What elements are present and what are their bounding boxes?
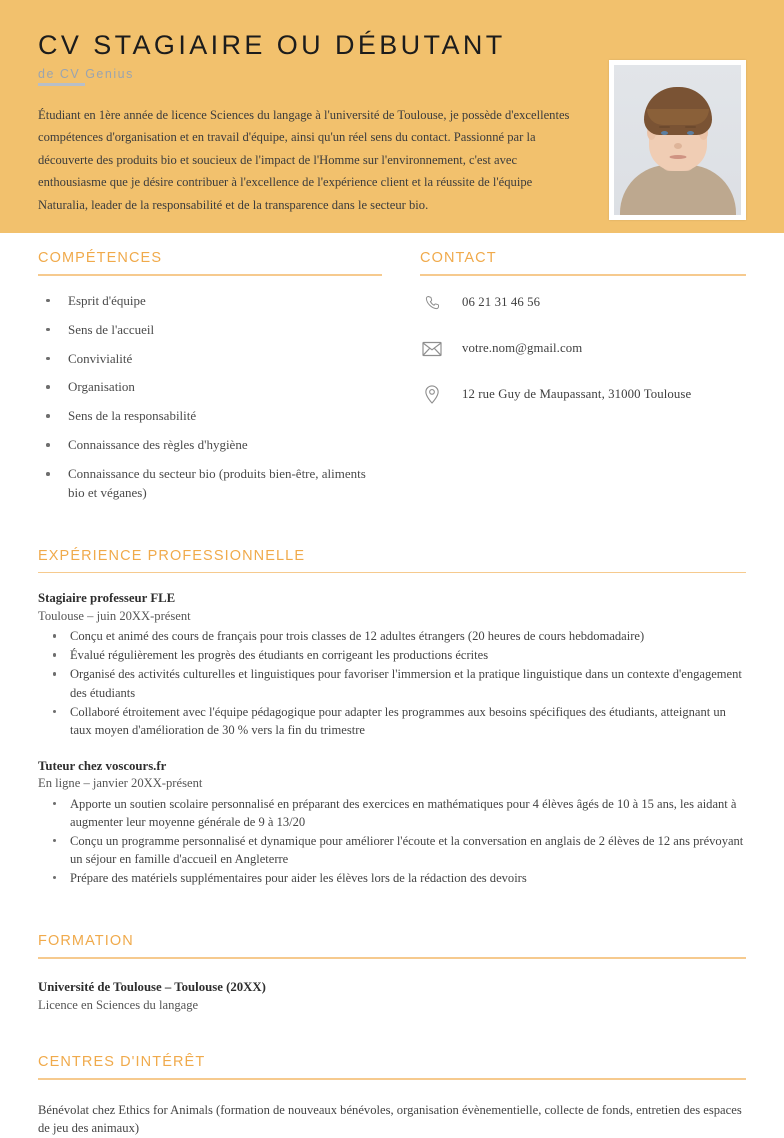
interests-section	[0, 1054, 784, 1137]
list-item: Évalué régulièrement les progrès des étudiants en corrigeant les productions écrites	[38, 646, 746, 664]
section-divider-contact	[420, 274, 746, 276]
page-title: CV STAGIAIRE OU DÉBUTANT	[38, 30, 506, 60]
job-bullet-list	[38, 795, 746, 887]
photo-nose	[674, 143, 682, 149]
header-text-block	[38, 30, 583, 229]
location-pin-icon	[420, 384, 444, 406]
contact-address: 12 rue Guy de Maupassant, 31000 Toulouse	[462, 387, 692, 402]
list-item: Esprit d'équipe	[38, 292, 382, 310]
cv-subtitle: de CV Genius	[38, 67, 134, 82]
list-item: Organisé des activités culturelles et linguistiques pour favoriser l'immersion et la pratique linguistique dans un contexte d'engagement des étudiants	[38, 665, 746, 701]
education-subtitle: Licence en Sciences du langage	[38, 997, 199, 1012]
education-entry	[38, 979, 746, 1015]
skills-list	[38, 292, 382, 503]
avatar	[614, 65, 741, 215]
skills-contact-row	[0, 250, 784, 513]
list-item: Conçu un programme personnalisé et dynamique pour améliorer l'écoute et la conversation en anglais de 2 élèves de 12 ans prévoyant un séjour en famille d'accueil en Angleterre	[38, 832, 746, 868]
photo-brow-right	[685, 126, 696, 128]
job-title: Tuteur chez voscours.fr	[38, 758, 167, 773]
photo-frame	[609, 60, 746, 220]
section-title-interests: CENTRES D'INTÉRÊT	[38, 1054, 206, 1071]
job-meta: Toulouse – juin 20XX-présent	[38, 608, 191, 623]
contact-section	[420, 250, 746, 513]
contact-row-phone	[420, 292, 746, 314]
job-title: Stagiaire professeur FLE	[38, 591, 176, 606]
education-section	[0, 933, 784, 1014]
section-divider-skills	[38, 274, 382, 276]
profile-summary: Étudiant en 1ère année de licence Sciences du langage à l'université de Toulouse, je possède d'excellentes compétences d'organisation et en travail d'équipe, ainsi qu'un réel sens du contact. Passionné par la découverte des produits bio et soucieux de l'impact de l'Homme sur l'environnement, c'est avec enthousiasme que je désire contribuer à l'excellence de l'expérience client et la réussite de l'équipe Naturalia, leader de la responsabilité et de la transparence dans le secteur bio.	[38, 108, 570, 212]
list-item: Sens de l'accueil	[38, 321, 382, 339]
section-divider-education	[38, 957, 746, 959]
list-item: Conçu et animé des cours de français pour trois classes de 12 adultes étrangers (20 heures de cours hebdomadaire)	[38, 627, 746, 645]
section-title-education: FORMATION	[38, 933, 134, 950]
phone-icon	[420, 292, 444, 314]
cv-body	[0, 250, 784, 1138]
interests-text: Bénévolat chez Ethics for Animals (formation de nouveaux bénévoles, organisation évènementielle, collecte de fonds, entretien des espaces de jeu des animaux)	[38, 1102, 742, 1136]
contact-row-address	[420, 384, 746, 406]
list-item: Connaissance du secteur bio (produits bien-être, aliments bio et véganes)	[38, 465, 382, 502]
section-title-skills: COMPÉTENCES	[38, 250, 163, 266]
subtitle-underline	[38, 83, 85, 86]
list-item: Collaboré étroitement avec l'équipe pédagogique pour adapter les programmes aux besoins spécifiques des étudiants, atteignant un taux moyen d'amélioration de 30 % vers la fin du trimestre	[38, 703, 746, 739]
photo-hair-fringe	[647, 109, 709, 125]
subtitle-wrap	[38, 65, 134, 83]
list-item: Prépare des matériels supplémentaires pour aider les élèves lors de la rédaction des devoirs	[38, 869, 746, 887]
skills-section	[38, 250, 382, 513]
list-item: Connaissance des règles d'hygiène	[38, 436, 382, 454]
contact-list	[420, 292, 746, 406]
job-meta: En ligne – janvier 20XX-présent	[38, 776, 203, 791]
contact-email[interactable]: votre.nom@gmail.com	[462, 341, 583, 356]
cv-header	[0, 0, 784, 233]
photo-eye-right	[687, 131, 694, 135]
list-item: Convivialité	[38, 350, 382, 368]
contact-row-email	[420, 338, 746, 360]
contact-phone[interactable]: 06 21 31 46 56	[462, 295, 541, 310]
education-title: Université de Toulouse – Toulouse (20XX)	[38, 979, 266, 994]
photo-brow-left	[659, 126, 670, 128]
experience-entry	[38, 758, 746, 887]
experience-section	[0, 548, 784, 887]
experience-entry	[38, 590, 746, 738]
list-item: Organisation	[38, 378, 382, 396]
section-divider-interests	[38, 1078, 746, 1080]
photo-mouth	[669, 155, 686, 159]
job-bullet-list	[38, 627, 746, 738]
photo-eye-left	[661, 131, 668, 135]
list-item: Sens de la responsabilité	[38, 407, 382, 425]
section-title-experience: EXPÉRIENCE PROFESSIONNELLE	[38, 547, 306, 564]
section-divider-experience	[38, 572, 746, 574]
list-item: Apporte un soutien scolaire personnalisé en préparant des exercices en mathématiques pour 4 élèves âgés de 10 à 15 ans, les aidant à augmenter leur moyenne générale de 9 à 13/20	[38, 795, 746, 831]
envelope-icon	[420, 338, 444, 360]
section-title-contact: CONTACT	[420, 250, 497, 266]
